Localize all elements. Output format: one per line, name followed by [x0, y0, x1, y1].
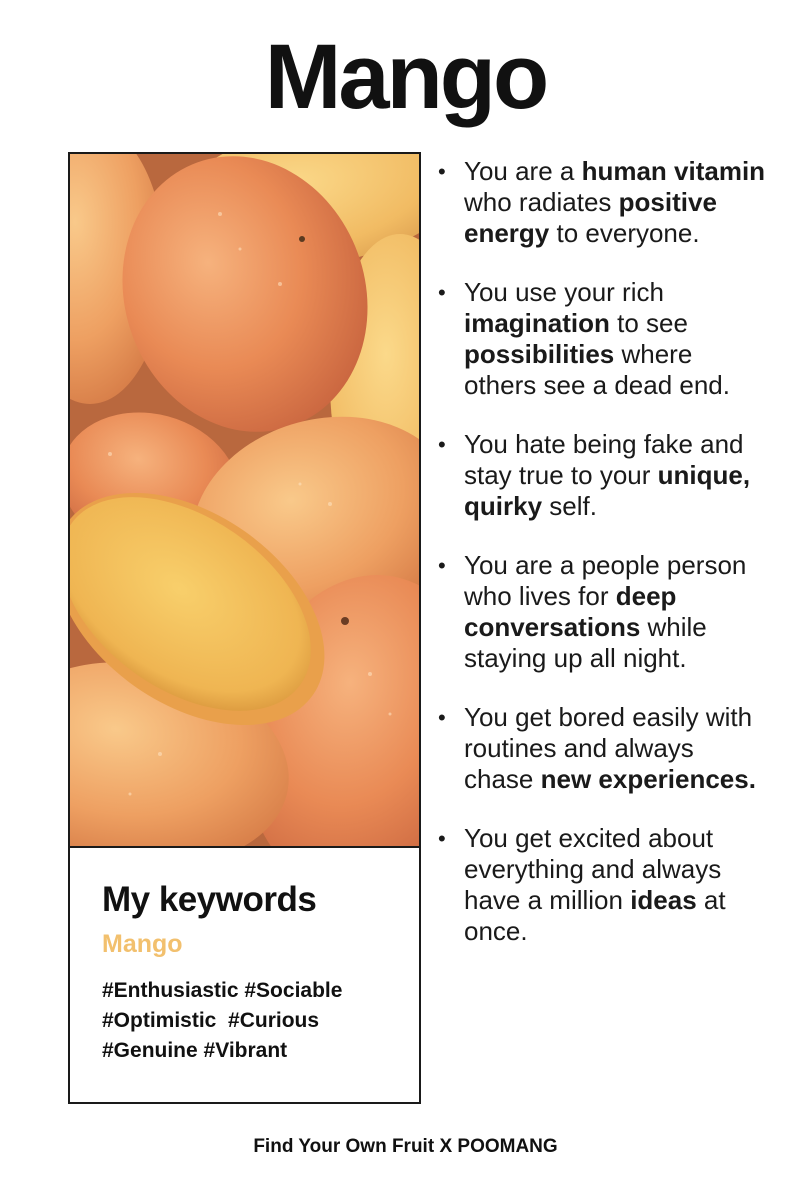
trait-text: You get bored easily with routines and always chase: [464, 702, 753, 794]
keyword-tags-line: #Optimistic #Curious: [102, 1009, 320, 1032]
trait-emphasis: deep conversations: [464, 581, 677, 642]
keyword-tags-line: #Enthusiastic #Sociable: [102, 979, 343, 1002]
mango-photo: [70, 154, 419, 848]
keyword-tags-line: #Genuine #Vibrant: [102, 1039, 288, 1062]
trait-text: You hate being fake and stay true to your: [464, 429, 744, 490]
footer-credit: Find Your Own Fruit X POOMANG: [253, 1136, 558, 1157]
trait-item: [438, 823, 768, 947]
bullet-icon: •: [438, 159, 446, 184]
bullet-icon: •: [438, 826, 446, 851]
trait-text: while staying up all night.: [464, 612, 707, 673]
trait-text: You are a: [464, 156, 582, 186]
keywords-heading: My keywords: [102, 880, 317, 919]
trait-text: You are a people person who lives for: [464, 550, 747, 611]
trait-list: [438, 156, 768, 975]
bullet-icon: •: [438, 553, 446, 578]
trait-item: [438, 156, 768, 249]
trait-text: at once.: [464, 885, 726, 946]
trait-emphasis: positive energy: [464, 187, 717, 248]
trait-text: self.: [542, 491, 597, 521]
trait-text: where others see a dead end.: [464, 339, 730, 400]
keywords-fruit-name: Mango: [102, 930, 183, 958]
trait-emphasis: possibilities: [464, 339, 615, 369]
fruit-card: [68, 152, 421, 1104]
trait-text: You get excited about everything and always have a million: [464, 823, 722, 915]
keywords-section: [70, 850, 419, 1102]
bullet-icon: •: [438, 705, 446, 730]
trait-text: to see: [609, 308, 688, 338]
trait-text: to everyone.: [549, 218, 700, 248]
trait-emphasis: human vitamin: [581, 156, 766, 186]
trait-emphasis: imagination: [464, 308, 610, 338]
trait-emphasis: ideas: [630, 885, 697, 915]
trait-text: You use your rich: [464, 277, 664, 307]
bullet-icon: •: [438, 432, 446, 457]
trait-item: [438, 702, 768, 795]
trait-item: [438, 550, 768, 674]
trait-item: [438, 277, 768, 401]
mango-illustration: [70, 154, 419, 848]
bullet-icon: •: [438, 280, 446, 305]
trait-text: who radiates: [464, 187, 619, 217]
trait-emphasis: new experiences.: [540, 764, 756, 794]
page-title: Mango: [264, 26, 547, 128]
trait-item: [438, 429, 768, 522]
trait-emphasis: unique, quirky: [464, 460, 751, 521]
